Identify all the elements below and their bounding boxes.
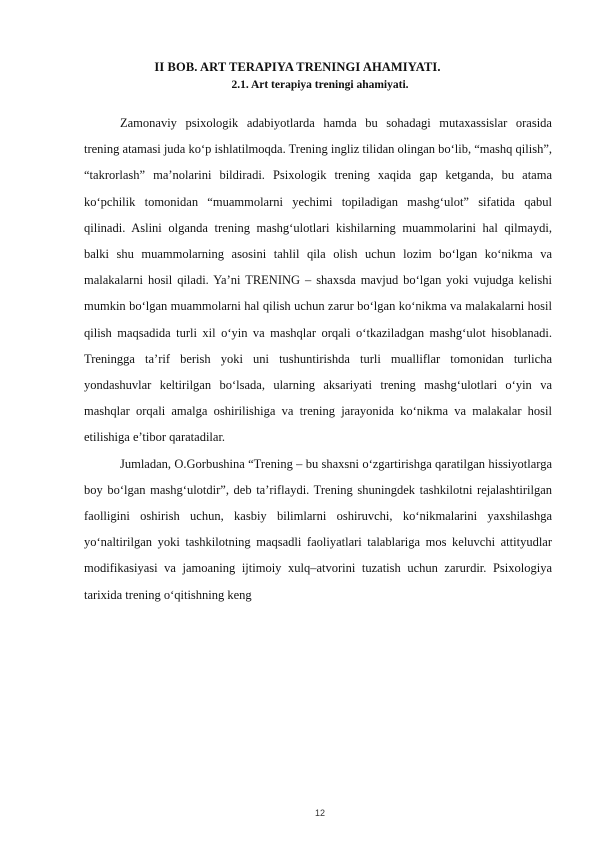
chapter-title: II BOB. ART TERAPIYA TRENINGI AHAMIYATI. <box>154 60 441 74</box>
page-number: 12 <box>314 808 325 818</box>
section-title: 2.1. Art terapiya treningi ahamiyati. <box>231 79 409 91</box>
paragraph: Zamonaviy psixologik adabiyotlarda hamda bu sohadagi mutaxassislar orasida trening atamasi juda ko‘p ishlatilmoqda. Trening ingliz tilidan olingan bo‘lib, “mashq qilish”, “takrorlash” ma’nolarini bildiradi. Psixologik trening xaqida gap ketganda, bu atama ko‘pchilik tomonidan “muammolarni yechimi topiladigan mashg‘ulot” sifatida qabul qilinadi. Aslini olganda trening mashg‘ulotlari kishilarning muammolarini hal qilmaydi, balki shu muammolarning asosini tahlil qila olish uchun lozim bo‘lgan ko‘nikma va malakalarni hosil qiladi. Ya’ni TRENING – shaxsda mavjud bo‘lgan yoki vujudga kelishi mumkin bo‘lgan muammolarni hal qilish uchun zarur bo‘lgan ko‘nikma va malakalarni hosil qilish maqsadida turli xil o‘yin va mashqlar orqali o‘tkaziladgan mashg‘ulot hisoblanadi. Treningga ta’rif berish yoki uni tushuntirishda turli mualliflar tomonidan turlicha yondashuvlar keltirilgan bo‘lsada, ularning aksariyati trening mashg‘ulotlari o‘yin va mashqlar orqali amalga oshirilishiga va trening jarayonida ko‘nikma va malakalar hosil etilishiga e’tibor qaratadilar. <box>84 116 552 445</box>
paragraph: Jumladan, O.Gorbushina “Trening – bu shaxsni o‘zgartirishga qaratilgan hissiyotlarga boy bo‘lgan mashg‘ulotdir”, deb ta’riflaydi. Trening shuningdek tashkilotni rejalashtirilgan faolligini oshirish uchun, kasbiy bilimlarni oshiruvchi, ko‘nikmalarini yaxshilashga yo‘naltirilgan yoki tashkilotning maqsadli faoliyatlari talablariga mos keluvchi attityudlar modifikasiyasi va jamoaning ijtimoiy xulq–atvorini tuzatish uchun zarurdir. Psixologiya tarixida trening o‘qitishning keng <box>84 456 552 602</box>
body-text <box>84 110 552 608</box>
